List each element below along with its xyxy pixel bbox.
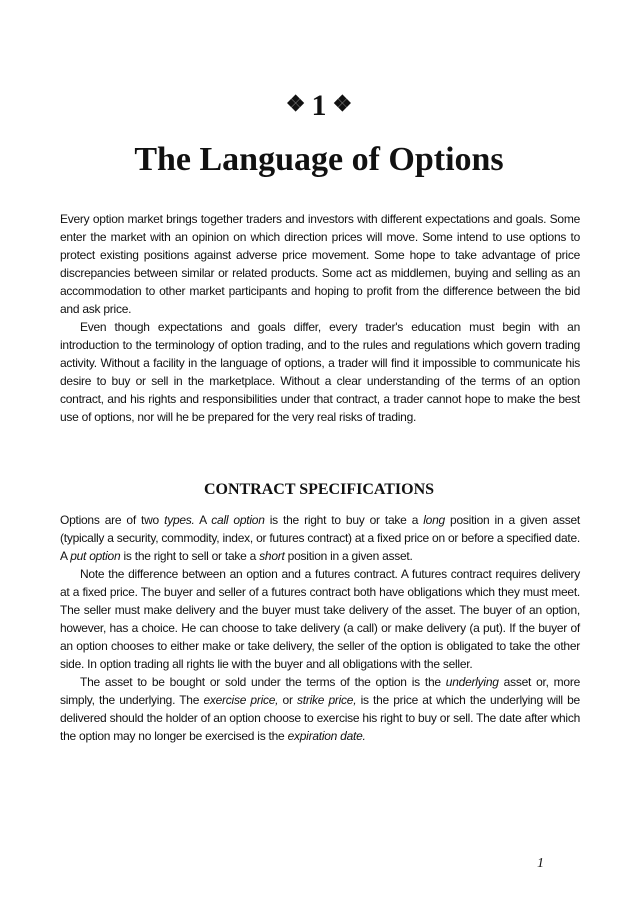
chapter-number-line [0, 86, 638, 124]
text-run: is the right to sell or take a [120, 549, 260, 563]
section-paragraph-3 [60, 673, 580, 745]
emphasis-short: short [259, 549, 285, 563]
emphasis-long: long [423, 513, 445, 527]
ornament-right-icon: ❖ [332, 91, 353, 116]
text-run: is the right to buy or take a [264, 513, 424, 527]
text-run: position in a given asset. [284, 549, 413, 563]
emphasis-exercise-price: exercise price, [203, 693, 279, 707]
chapter-number: 1 [311, 89, 327, 122]
intro-text [60, 210, 580, 426]
intro-paragraph-1: Every option market brings together traders and investors with different expectations and goals. Some enter the market with an opinion on which direction prices will move. Some intend to use options to protect existing positions against adverse price movement. Some hope to take advantage of price discrepancies between similar or related products. Some act as middlemen, buying and selling as an accommodation to other market participants and hoping to profit from the difference between the bid and ask price. [60, 212, 580, 316]
text-run: is the price at which the underlying will be delivered should the holder of an option choose to exercise his right to buy or sell. The date after which the option may no longer be exercised is the [60, 693, 580, 743]
section-paragraph-2: Note the difference between an option and a futures contract. A futures contract requires delivery at a fixed price. The buyer and seller of a futures contract both have obligations which they must meet. The seller must make delivery and the buyer must take delivery of the asset. The buyer of an option, however, has a choice. He can choose to take delivery (a call) or make delivery (a put). If the buyer of an option chooses to either make or take delivery, the seller of the option is obligated to take the other side. In option trading all rights lie with the buyer and all obligations with the seller. [60, 567, 580, 671]
emphasis-types: types. [164, 513, 195, 527]
text-run: or [278, 693, 297, 707]
section-paragraph-1 [60, 511, 580, 565]
section-text [60, 511, 580, 745]
emphasis-put-option: put option [70, 549, 121, 563]
text-run: position in a given asset (typically a security, commodity, index, or futures contract) at a fixed price on or before a specified date. A [60, 513, 581, 563]
intro-paragraph-2: Even though expectations and goals differ, every trader's education must begin with an introduction to the terminology of option trading, and to the rules and regulations which govern trading activity. Without a facility in the language of options, a trader will find it impossible to communicate his desire to buy or sell in the marketplace. Without a clear understanding of the terms of an option contract, and his rights and responsibilities under that contract, a trader cannot hope to make the best use of options, nor will he be prepared for the very real risks of trading. [60, 320, 580, 424]
page-number: 1 [537, 856, 544, 871]
chapter-title: The Language of Options [134, 141, 504, 178]
text-run: The asset to be bought or sold under the terms of the option is the [80, 675, 446, 689]
text-run: A [194, 513, 212, 527]
emphasis-expiration-date: expiration date. [287, 729, 366, 743]
section-heading: CONTRACT SPECIFICATIONS [203, 481, 435, 498]
text-run: asset or, more simply, the underlying. The [60, 675, 581, 707]
emphasis-strike-price: strike price, [297, 693, 357, 707]
emphasis-underlying: underlying [445, 675, 499, 689]
text-run: Options are of two [60, 513, 165, 527]
emphasis-call-option: call option [211, 513, 265, 527]
ornament-left-icon: ❖ [285, 91, 306, 116]
